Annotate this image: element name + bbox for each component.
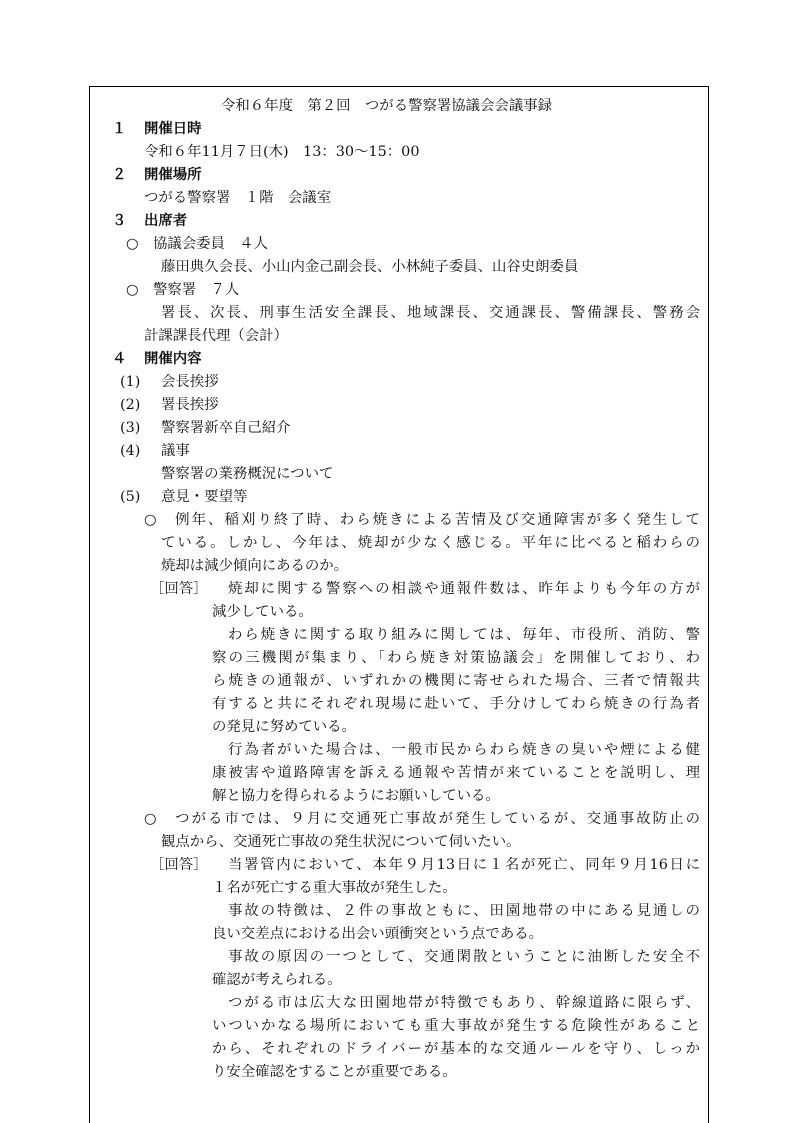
answer-text: の発見に努めている。	[212, 719, 356, 735]
meeting-location: つがる警察署 １階 会議室	[144, 190, 332, 206]
answer-text: 焼却に関する警察への相談や通報件数は、昨年よりも今年の方が	[228, 581, 700, 597]
agenda-item: 警察署新卒自己紹介	[161, 420, 291, 436]
council-members-list: 藤田典久会長、小山内金己副会長、小林純子委員、山谷史朗委員	[161, 259, 579, 275]
answer-text: 事故の特徴は、２件の事故ともに、田園地帯の中にある見通しの	[228, 903, 700, 919]
agenda-item: 会長挨拶	[161, 374, 219, 390]
answer-text: から、それぞれのドライバーが基本的な交通ルールを守り、しっか	[212, 1041, 700, 1057]
answer-text: 有すると共にそれぞれ現場に赴いて、手分けしてわら焼きの行為者	[212, 696, 700, 712]
police-attendees-label: ○ 警察署 ７人	[126, 282, 240, 298]
section-1-heading: 開催日時	[144, 121, 202, 137]
answer-text: 行為者がいた場合は、一般市民からわら焼きの臭いや煙による健	[228, 742, 700, 758]
answer-text: 当署管内において、本年９月13日に１名が死亡、同年９月16日に	[228, 857, 700, 873]
section-3-number: ３	[112, 213, 127, 229]
answer-label: ［回答］	[150, 857, 208, 873]
answer-text: わら焼きに関する取り組みに関しては、毎年、市役所、消防、警	[228, 627, 700, 643]
answer-text: つがる市は広大な田園地帯が特徴でもあり、幹線道路に限らず、	[228, 995, 700, 1011]
agenda-item-number: (5)	[120, 489, 141, 505]
answer-text: 確認が考えられる。	[212, 972, 342, 988]
agenda-item-number: (4)	[120, 443, 141, 459]
agenda-subitem: 警察署の業務概況について	[161, 466, 334, 482]
section-3-heading: 出席者	[144, 213, 188, 229]
question-text: 焼却は減少傾向にあるのか。	[161, 558, 349, 574]
answer-label: ［回答］	[150, 581, 208, 597]
agenda-item-number: (3)	[120, 420, 141, 436]
question-text: ○ つがる市では、９月に交通死亡事故が発生しているが、交通事故防止の	[144, 811, 700, 827]
section-4-heading: 開催内容	[144, 351, 202, 367]
answer-text: ら焼きの通報が、いずれかの機関に寄せられた場合、三者で情報共	[212, 673, 700, 689]
section-2-heading: 開催場所	[144, 167, 202, 183]
section-2-number: ２	[112, 167, 127, 183]
answer-text: 康被害や道路障害を訴える通報や苦情が来ていることを説明し、理	[212, 765, 700, 781]
council-members-label: ○ 協議会委員 ４人	[126, 236, 269, 252]
question-text: ている。しかし、今年は、焼却が少なく感じる。平年に比べると稲わらの	[161, 535, 700, 551]
agenda-item: 意見・要望等	[161, 489, 248, 505]
answer-text: １名が死亡する重大事故が発生した。	[212, 880, 457, 896]
police-attendees-list-cont: 計課課長代理（会計）	[144, 328, 288, 344]
agenda-item-number: (2)	[120, 397, 141, 413]
answer-text: 事故の原因の一つとして、交通閑散ということに油断した安全不	[228, 949, 700, 965]
meeting-datetime: 令和６年11月７日(木) 13：30～15：00	[144, 144, 420, 160]
question-text: ○ 例年、稲刈り終了時、わら焼きによる苦情及び交通障害が多く発生して	[144, 512, 700, 528]
answer-text: 察の三機関が集まり、「わら焼き対策協議会」を開催しており、わ	[212, 650, 700, 666]
document-title: 令和６年度 第２回 つがる警察署協議会会議事録	[221, 98, 552, 114]
section-1-number: １	[112, 121, 127, 137]
answer-text: り安全確認をすることが重要である。	[212, 1064, 457, 1080]
agenda-item: 議事	[161, 443, 190, 459]
answer-text: いついかなる場所においても重大事故が発生する危険性があること	[212, 1018, 700, 1034]
agenda-item-number: (1)	[120, 374, 141, 390]
agenda-item: 署長挨拶	[161, 397, 219, 413]
police-attendees-list: 署長、次長、刑事生活安全課長、地域課長、交通課長、警備課長、警務会	[161, 305, 700, 321]
section-4-number: ４	[112, 351, 127, 367]
answer-text: 解と協力を得られるようにお願いしている。	[212, 788, 500, 804]
answer-text: 良い交差点における出会い頭衝突という点である。	[212, 926, 543, 942]
answer-text: 減少している。	[212, 604, 313, 620]
question-text: 観点から、交通死亡事故の発生状況について伺いたい。	[161, 834, 521, 850]
